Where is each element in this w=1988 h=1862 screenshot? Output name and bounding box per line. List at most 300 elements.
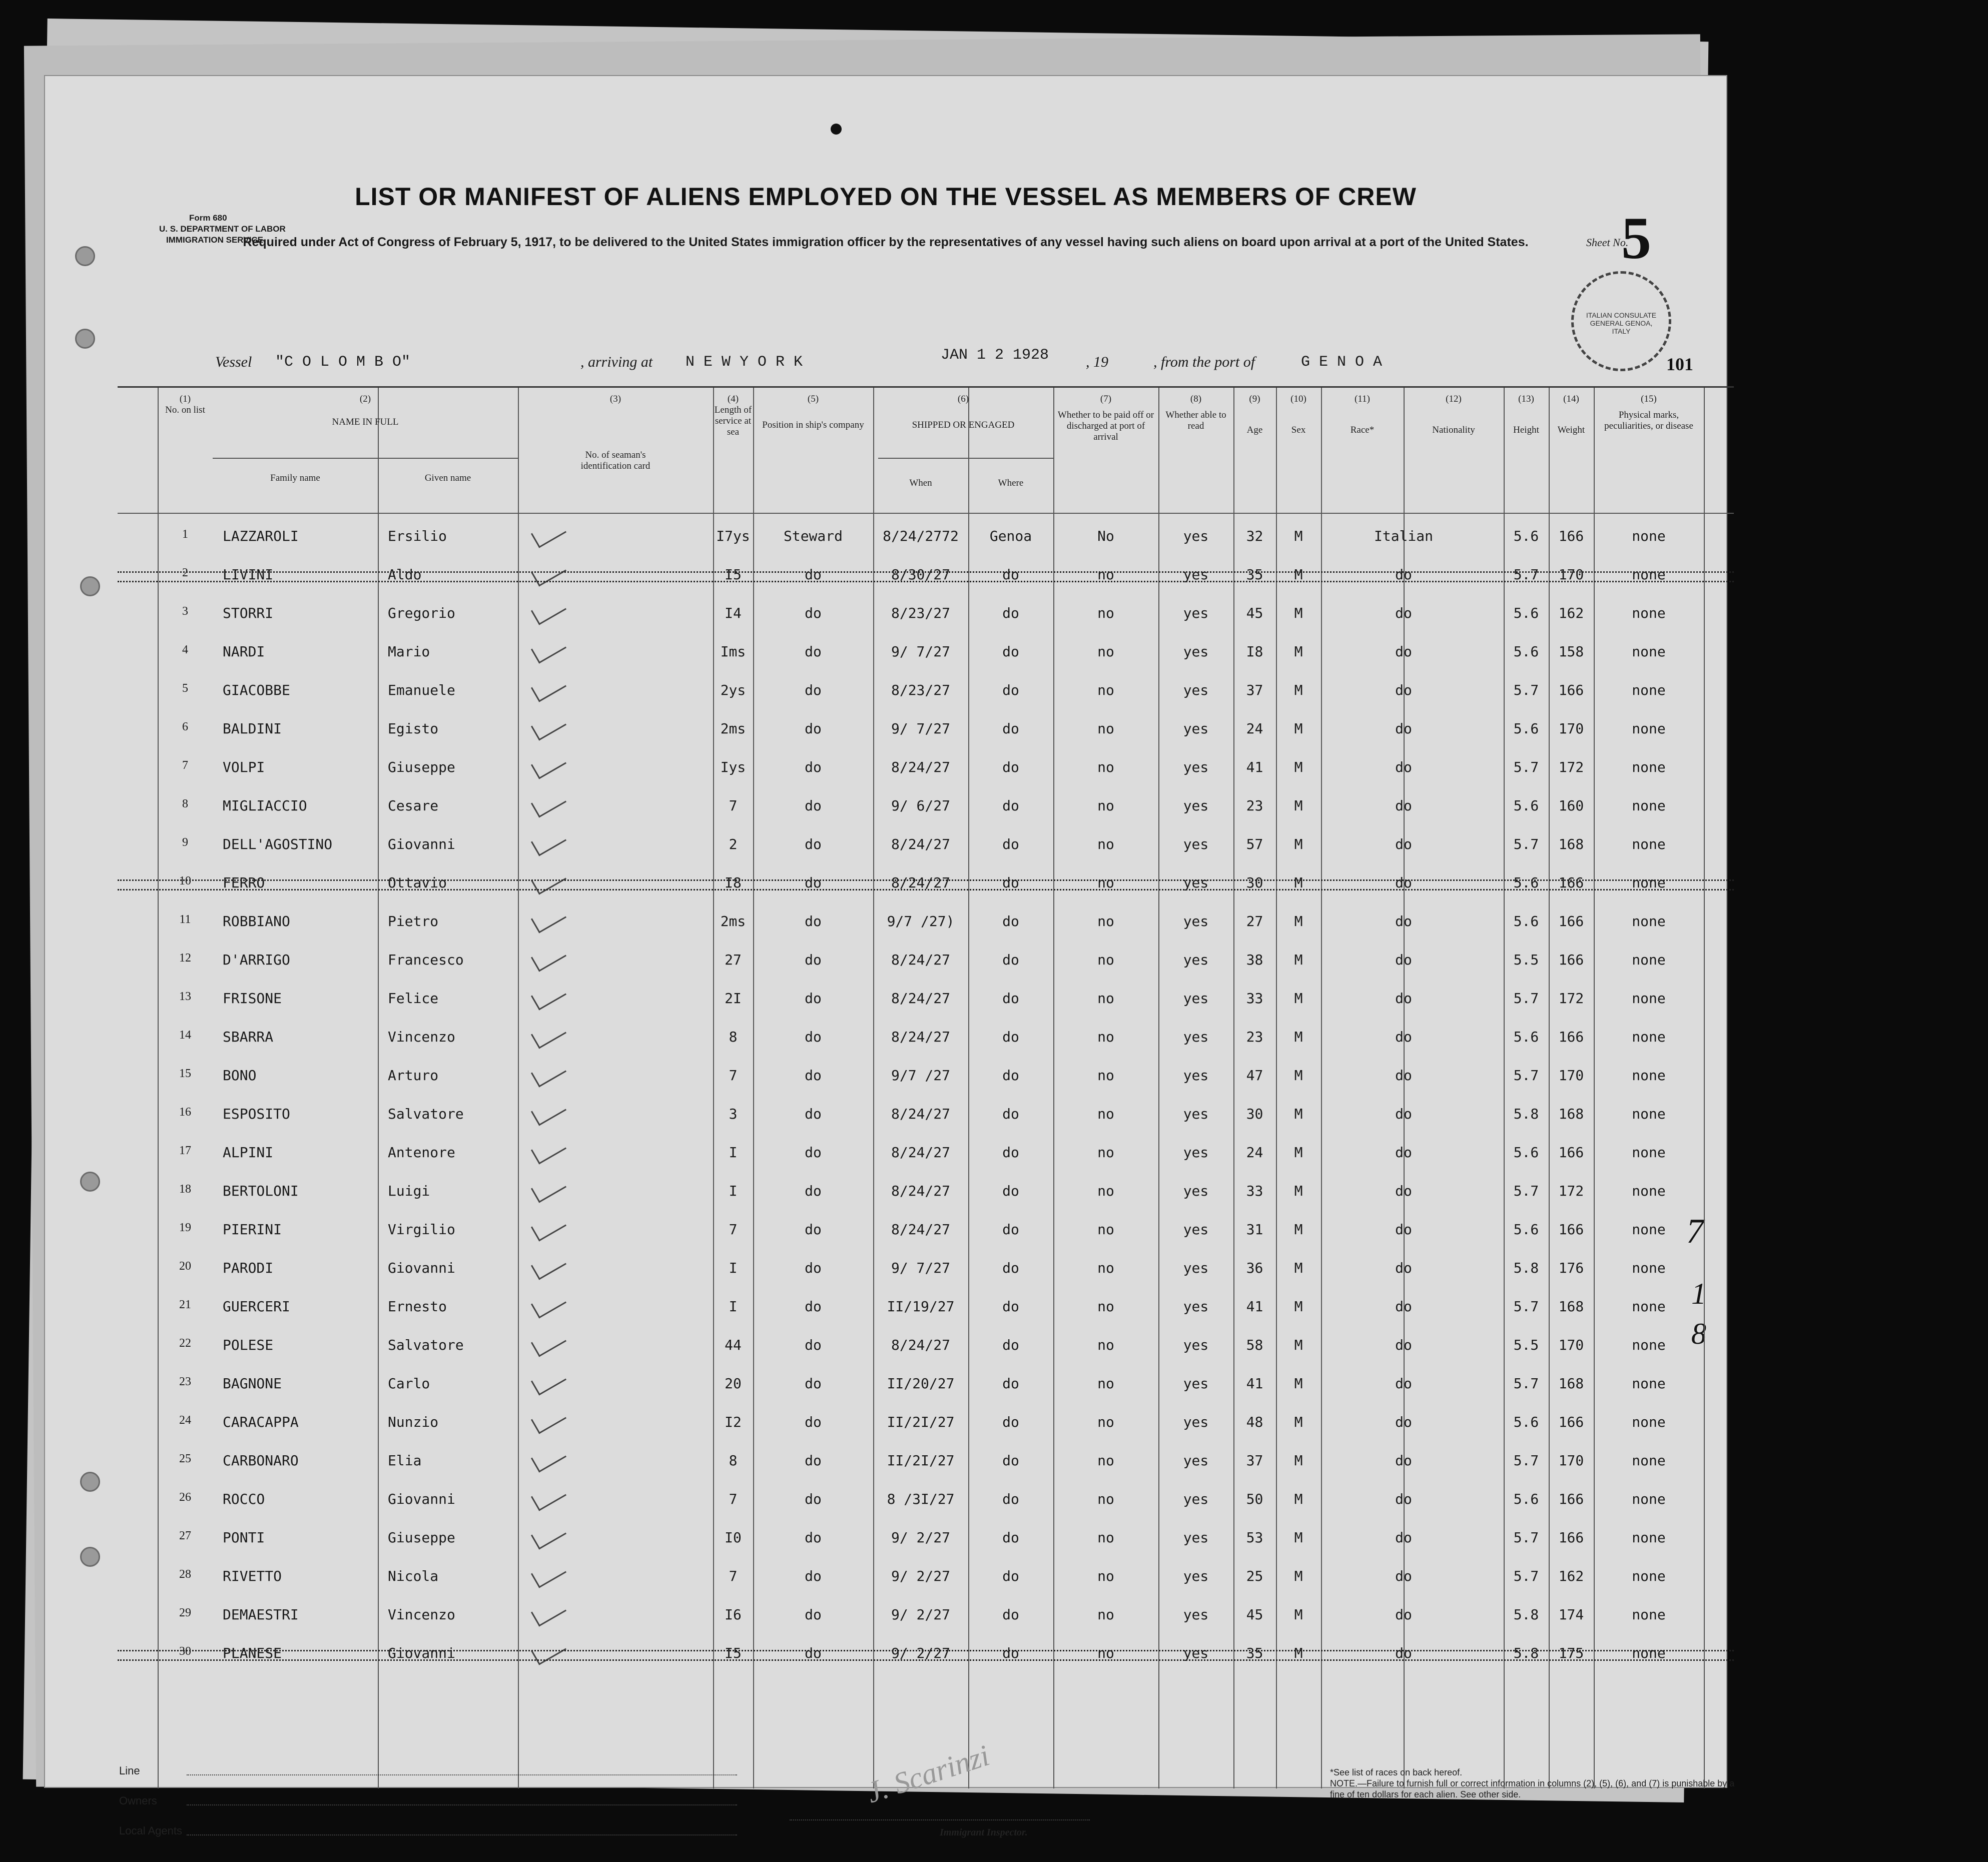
cell-marks: none (1632, 605, 1666, 621)
vessel-name: "C O L O M B O" (275, 354, 411, 371)
check-mark-icon (531, 787, 566, 817)
cell-age: 48 (1246, 1414, 1263, 1430)
cell-age: 37 (1246, 1452, 1263, 1469)
punch-hole (75, 329, 95, 349)
cell-no: 3 (182, 605, 188, 618)
cell-age: 36 (1246, 1260, 1263, 1276)
page-number: 101 (1666, 354, 1693, 374)
cell-sex: M (1294, 836, 1303, 852)
cell-sex: M (1294, 1029, 1303, 1045)
inspector-label: Immigrant Inspector. (940, 1827, 1028, 1838)
cell-read: yes (1183, 1529, 1209, 1546)
arriving-label: , arriving at (580, 354, 653, 370)
cell-where: do (1002, 1414, 1019, 1430)
check-mark-icon (531, 672, 566, 702)
check-mark-icon (531, 1481, 566, 1511)
cell-position: do (805, 1337, 822, 1353)
cell-weight: 168 (1558, 1375, 1584, 1392)
cell-race: do (1395, 605, 1412, 621)
cell-sex: M (1294, 1529, 1303, 1546)
check-mark-icon (531, 980, 566, 1010)
manifest-sheet (44, 75, 1735, 1838)
cell-family: D'ARRIGO (223, 952, 290, 968)
cell-position: do (805, 913, 822, 929)
cell-where: do (1002, 605, 1019, 621)
cell-race: do (1395, 1568, 1412, 1584)
cell-position: do (805, 566, 822, 583)
cell-sex: M (1294, 913, 1303, 929)
cell-height: 5.6 (1513, 1221, 1539, 1238)
cell-paid: no (1097, 1645, 1114, 1661)
table-row (118, 788, 1734, 827)
cell-where: do (1002, 1183, 1019, 1199)
cell-where: Genoa (989, 528, 1032, 544)
cell-when: 9/ 7/27 (891, 1260, 950, 1276)
cell-paid: no (1097, 1375, 1114, 1392)
check-mark-icon (531, 1519, 566, 1549)
cell-given: Giovanni (388, 836, 455, 852)
cell-sex: M (1294, 720, 1303, 737)
cell-when: 8/24/27 (891, 952, 950, 968)
cell-given: Carlo (388, 1375, 430, 1392)
cell-service: I0 (725, 1529, 742, 1546)
check-mark-icon (531, 749, 566, 779)
cell-weight: 160 (1558, 797, 1584, 814)
cell-given: Giovanni (388, 1260, 455, 1276)
check-mark-icon (531, 1211, 566, 1241)
cell-family: BALDINI (223, 720, 282, 737)
cell-race: do (1395, 836, 1412, 852)
cell-sex: M (1294, 605, 1303, 621)
cell-read: yes (1183, 528, 1209, 544)
cell-family: PIERINI (223, 1221, 282, 1238)
cell-race: do (1395, 913, 1412, 929)
header-height: (13) Height (1513, 394, 1539, 435)
cell-given: Vincenzo (388, 1029, 455, 1045)
cell-service: 2ys (720, 682, 746, 698)
cell-service: 2 (729, 836, 738, 852)
seal-text: ITALIAN CONSULATE GENERAL GENOA, ITALY (1586, 311, 1657, 335)
cell-service: 8 (729, 1029, 738, 1045)
table-row (118, 634, 1734, 673)
cell-position: do (805, 1067, 822, 1084)
cell-paid: no (1097, 720, 1114, 737)
header-given-name: Given name (424, 473, 471, 483)
cell-when: 9/7 /27) (887, 913, 955, 929)
cell-when: 8/24/2772 (883, 528, 959, 544)
check-mark-icon (531, 1365, 566, 1395)
cell-height: 5.7 (1513, 566, 1539, 583)
cell-when: II/2I/27 (887, 1452, 955, 1469)
cell-read: yes (1183, 643, 1209, 660)
cell-service: 27 (725, 952, 742, 968)
cell-marks: none (1632, 682, 1666, 698)
cell-when: 8/24/27 (891, 1144, 950, 1161)
strike-through-line (118, 571, 1734, 582)
cell-when: 8/24/27 (891, 874, 950, 891)
table-row (118, 981, 1734, 1020)
cell-no: 28 (179, 1568, 191, 1581)
cell-when: 8/23/27 (891, 682, 950, 698)
cell-where: do (1002, 1452, 1019, 1469)
cell-marks: none (1632, 643, 1666, 660)
cell-paid: no (1097, 643, 1114, 660)
cell-read: yes (1183, 605, 1209, 621)
line-label: Line (119, 1764, 140, 1777)
cell-no: 7 (182, 759, 188, 772)
cell-position: do (805, 1645, 822, 1661)
cell-age: 45 (1246, 1606, 1263, 1623)
cell-service: 20 (725, 1375, 742, 1392)
cell-height: 5.7 (1513, 759, 1539, 775)
cell-family: ROBBIANO (223, 913, 290, 929)
cell-weight: 166 (1558, 528, 1584, 544)
punch-hole (80, 1172, 100, 1192)
cell-no: 21 (179, 1298, 191, 1311)
check-mark-icon (531, 1442, 566, 1472)
cell-where: do (1002, 913, 1019, 929)
cell-age: 41 (1246, 759, 1263, 775)
header-family-name: Family name (270, 473, 320, 483)
cell-given: Giovanni (388, 1491, 455, 1507)
cell-position: do (805, 643, 822, 660)
cell-sex: M (1294, 682, 1303, 698)
cell-no: 25 (179, 1452, 191, 1465)
cell-position: do (805, 952, 822, 968)
cell-read: yes (1183, 1298, 1209, 1315)
cell-where: do (1002, 797, 1019, 814)
cell-when: 9/ 2/27 (891, 1645, 950, 1661)
cell-family: VOLPI (223, 759, 265, 775)
cell-where: do (1002, 1260, 1019, 1276)
cell-sex: M (1294, 1414, 1303, 1430)
cell-no: 23 (179, 1375, 191, 1388)
cell-given: Ersilio (388, 528, 447, 544)
cell-paid: no (1097, 836, 1114, 852)
cell-position: do (805, 1221, 822, 1238)
cell-read: yes (1183, 759, 1209, 775)
cell-sex: M (1294, 797, 1303, 814)
cell-family: FERRO (223, 874, 265, 891)
cell-race: do (1395, 1029, 1412, 1045)
cell-weight: 174 (1558, 1606, 1584, 1623)
cell-given: Antenore (388, 1144, 455, 1161)
table-row (118, 1135, 1734, 1174)
department: U. S. DEPARTMENT OF LABOR (159, 224, 286, 234)
cell-service: 44 (725, 1337, 742, 1353)
cell-paid: no (1097, 1491, 1114, 1507)
cell-sex: M (1294, 1260, 1303, 1276)
check-mark-icon (531, 595, 566, 625)
cell-height: 5.5 (1513, 952, 1539, 968)
cell-sex: M (1294, 1221, 1303, 1238)
cell-when: 9/7 /27 (891, 1067, 950, 1084)
cell-marks: none (1632, 566, 1666, 583)
cell-given: Giuseppe (388, 1529, 455, 1546)
cell-sex: M (1294, 874, 1303, 891)
cell-read: yes (1183, 1375, 1209, 1392)
table-row (118, 1597, 1734, 1636)
page-title: LIST OR MANIFEST OF ALIENS EMPLOYED ON THE VESSEL AS MEMBERS OF CREW (355, 183, 1417, 211)
header-name: (2) NAME IN FULL (332, 394, 399, 427)
cell-given: Emanuele (388, 682, 455, 698)
cell-paid: no (1097, 1337, 1114, 1353)
cell-sex: M (1294, 1298, 1303, 1315)
from-port: G E N O A (1301, 354, 1383, 371)
header-sex: (10) Sex (1290, 394, 1306, 435)
sheet-number: 5 (1621, 205, 1651, 271)
header-when: When (909, 478, 932, 488)
cell-no: 18 (179, 1183, 191, 1196)
cell-age: 23 (1246, 1029, 1263, 1045)
cell-read: yes (1183, 1645, 1209, 1661)
form-number: Form 680 (189, 213, 227, 223)
cell-marks: none (1632, 1491, 1666, 1507)
cell-read: yes (1183, 1183, 1209, 1199)
cell-family: RIVETTO (223, 1568, 282, 1584)
cell-marks: none (1632, 1337, 1666, 1353)
cell-paid: no (1097, 1106, 1114, 1122)
cell-given: Nicola (388, 1568, 439, 1584)
strike-through-line (118, 879, 1734, 890)
header-weight: (14) Weight (1557, 394, 1585, 435)
cell-weight: 170 (1558, 566, 1584, 583)
cell-race: do (1395, 990, 1412, 1007)
cell-where: do (1002, 952, 1019, 968)
cell-when: 8/24/27 (891, 1337, 950, 1353)
cell-no: 24 (179, 1414, 191, 1427)
cell-given: Salvatore (388, 1106, 464, 1122)
cell-marks: none (1632, 797, 1666, 814)
cell-marks: none (1632, 874, 1666, 891)
cell-where: do (1002, 759, 1019, 775)
cell-read: yes (1183, 1106, 1209, 1122)
cell-when: II/19/27 (887, 1298, 955, 1315)
punch-hole (80, 576, 100, 596)
cell-paid: no (1097, 797, 1114, 814)
cell-position: do (805, 1183, 822, 1199)
cell-when: II/2I/27 (887, 1414, 955, 1430)
cell-paid: no (1097, 566, 1114, 583)
cell-position: do (805, 682, 822, 698)
table-row-struck (118, 1636, 1734, 1674)
cell-weight: 168 (1558, 836, 1584, 852)
table-row (118, 673, 1734, 711)
cell-height: 5.8 (1513, 1260, 1539, 1276)
cell-paid: no (1097, 605, 1114, 621)
cell-marks: none (1632, 1452, 1666, 1469)
cell-when: 8/24/27 (891, 990, 950, 1007)
header-id-card: (3) No. of seaman's identification card (580, 394, 650, 471)
cell-read: yes (1183, 797, 1209, 814)
cell-service: I (729, 1183, 738, 1199)
cell-position: do (805, 1106, 822, 1122)
cell-no: 10 (179, 874, 191, 887)
cell-no: 15 (179, 1067, 191, 1080)
cell-sex: M (1294, 952, 1303, 968)
date-stamp: JAN 1 2 1928 (941, 347, 1049, 364)
check-mark-icon (531, 1096, 566, 1126)
cell-where: do (1002, 1529, 1019, 1546)
cell-no: 4 (182, 643, 188, 656)
cell-paid: no (1097, 1144, 1114, 1161)
cell-marks: none (1632, 1606, 1666, 1623)
check-mark-icon (531, 1019, 566, 1049)
cell-when: 8/24/27 (891, 1221, 950, 1238)
cell-height: 5.8 (1513, 1606, 1539, 1623)
cell-where: do (1002, 643, 1019, 660)
cell-service: I (729, 1144, 738, 1161)
cell-age: 25 (1246, 1568, 1263, 1584)
cell-height: 5.6 (1513, 1414, 1539, 1430)
cell-paid: no (1097, 1067, 1114, 1084)
check-mark-icon (531, 826, 566, 856)
cell-age: I8 (1246, 643, 1263, 660)
cell-service: 7 (729, 1568, 738, 1584)
cell-read: yes (1183, 682, 1209, 698)
header-position: (5) Position in ship's company (762, 394, 864, 430)
margin-handwriting: 8 (1691, 1317, 1706, 1350)
header-shipped: (6) SHIPPED OR ENGAGED (912, 394, 1015, 430)
cell-position: do (805, 605, 822, 621)
cell-where: do (1002, 1645, 1019, 1661)
cell-age: 33 (1246, 1183, 1263, 1199)
cell-weight: 170 (1558, 1067, 1584, 1084)
cell-given: Giovanni (388, 1645, 455, 1661)
cell-age: 30 (1246, 1106, 1263, 1122)
cell-race: do (1395, 720, 1412, 737)
table-row (118, 1251, 1734, 1289)
cell-paid: no (1097, 1414, 1114, 1430)
arriving-port: N E W Y O R K (686, 354, 803, 371)
cell-paid: no (1097, 990, 1114, 1007)
table-row (118, 1097, 1734, 1135)
cell-sex: M (1294, 1375, 1303, 1392)
cell-given: Vincenzo (388, 1606, 455, 1623)
cell-age: 45 (1246, 605, 1263, 621)
cell-family: GUERCERI (223, 1298, 290, 1315)
header-paid-off: (7) Whether to be paid off or discharged at port of arrival (1057, 394, 1154, 442)
check-mark-icon (531, 518, 566, 548)
cell-age: 27 (1246, 913, 1263, 929)
cell-weight: 162 (1558, 1568, 1584, 1584)
cell-when: 8/24/27 (891, 759, 950, 775)
table-row (118, 1212, 1734, 1251)
cell-marks: none (1632, 1645, 1666, 1661)
cell-no: 30 (179, 1645, 191, 1658)
cell-marks: none (1632, 1144, 1666, 1161)
cell-race: do (1395, 1067, 1412, 1084)
cell-position: do (805, 1260, 822, 1276)
cell-marks: none (1632, 1221, 1666, 1238)
cell-service: 7 (729, 1221, 738, 1238)
cell-when: 8 /3I/27 (887, 1491, 955, 1507)
cell-sex: M (1294, 1568, 1303, 1584)
cell-height: 5.6 (1513, 1491, 1539, 1507)
cell-race: Italian (1374, 528, 1433, 544)
check-mark-icon (531, 1404, 566, 1434)
cell-height: 5.7 (1513, 1375, 1539, 1392)
cell-sex: M (1294, 1067, 1303, 1084)
cell-no: 26 (179, 1491, 191, 1504)
cell-weight: 162 (1558, 605, 1584, 621)
year-label: , 19 (1086, 354, 1108, 370)
cell-sex: M (1294, 1452, 1303, 1469)
cell-weight: 172 (1558, 1183, 1584, 1199)
cell-no: 6 (182, 720, 188, 733)
cell-weight: 168 (1558, 1298, 1584, 1315)
subtitle: Required under Act of Congress of February 5, 1917, to be delivered to the United States immigration officer by the representatives of any vessel having such aliens on board upon arrival at a port of the United States. (243, 235, 1529, 249)
cell-marks: none (1632, 1529, 1666, 1546)
cell-paid: no (1097, 874, 1114, 891)
cell-no: 14 (179, 1029, 191, 1042)
cell-family: SBARRA (223, 1029, 274, 1045)
header-race: (11) Race* (1350, 394, 1375, 435)
cell-sex: M (1294, 1106, 1303, 1122)
margin-handwriting: 7 (1686, 1212, 1704, 1251)
cell-paid: no (1097, 759, 1114, 775)
cell-age: 37 (1246, 682, 1263, 698)
cell-sex: M (1294, 1645, 1303, 1661)
table-row (118, 519, 1734, 557)
cell-age: 23 (1246, 797, 1263, 814)
table-row (118, 1174, 1734, 1212)
table-row (118, 1443, 1734, 1482)
cell-no: 22 (179, 1337, 191, 1350)
table-row-struck (118, 865, 1734, 904)
cell-family: ALPINI (223, 1144, 274, 1161)
cell-service: I2 (725, 1414, 742, 1430)
cell-read: yes (1183, 1029, 1209, 1045)
cell-family: PONTI (223, 1529, 265, 1546)
cell-family: STORRI (223, 605, 274, 621)
check-mark-icon (531, 1596, 566, 1626)
from-label: , from the port of (1153, 354, 1255, 370)
cell-no: 19 (179, 1221, 191, 1234)
cell-position: do (805, 836, 822, 852)
table-row (118, 1520, 1734, 1559)
cell-height: 5.7 (1513, 1568, 1539, 1584)
cell-no: 5 (182, 682, 188, 695)
cell-sex: M (1294, 1183, 1303, 1199)
cell-position: do (805, 1298, 822, 1315)
cell-given: Ernesto (388, 1298, 447, 1315)
cell-sex: M (1294, 1144, 1303, 1161)
cell-service: 7 (729, 1491, 738, 1507)
cell-height: 5.7 (1513, 1529, 1539, 1546)
cell-height: 5.6 (1513, 797, 1539, 814)
table-row (118, 1328, 1734, 1366)
cell-read: yes (1183, 566, 1209, 583)
check-mark-icon (531, 1173, 566, 1203)
cell-position: do (805, 1144, 822, 1161)
cell-given: Pietro (388, 913, 439, 929)
cell-position: do (805, 1452, 822, 1469)
table-row (118, 827, 1734, 865)
cell-service: 7 (729, 797, 738, 814)
cell-family: BAGNONE (223, 1375, 282, 1392)
cell-marks: none (1632, 759, 1666, 775)
cell-marks: none (1632, 952, 1666, 968)
cell-given: Mario (388, 643, 430, 660)
cell-paid: No (1097, 528, 1114, 544)
cell-race: do (1395, 1491, 1412, 1507)
cell-age: 57 (1246, 836, 1263, 852)
footer (89, 1712, 1770, 1862)
cell-when: 8/24/27 (891, 1029, 950, 1045)
cell-given: Gregorio (388, 605, 455, 621)
cell-where: do (1002, 1067, 1019, 1084)
